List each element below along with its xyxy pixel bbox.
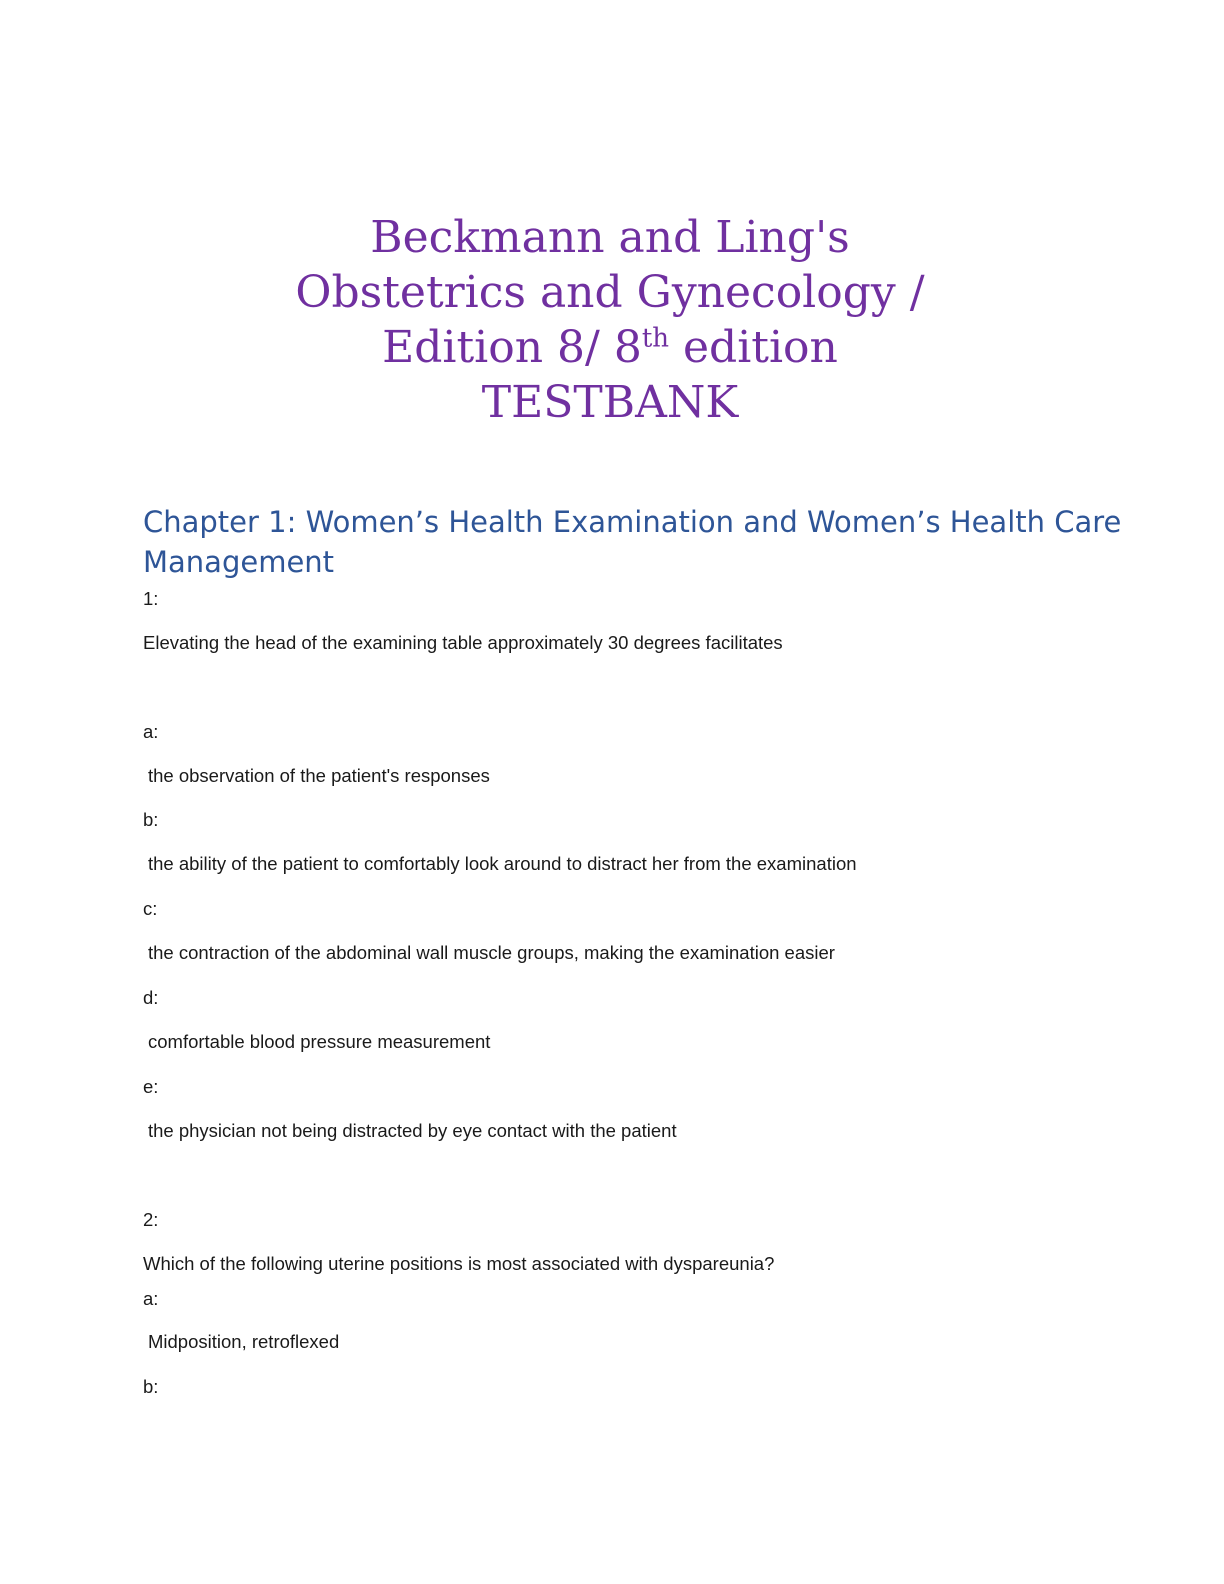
question-stem: Elevating the head of the examining table approximately 30 degrees facilitates [143, 632, 783, 653]
title-line-2: Obstetrics and Gynecology / [295, 267, 925, 318]
option-label: d: [143, 987, 159, 1008]
title-superscript: th [641, 323, 670, 354]
question-number: 2: [143, 1209, 159, 1230]
chapter-heading: Chapter 1: Women’s Health Examination and Women’s Health Care Management [143, 505, 1122, 579]
option-text: the ability of the patient to comfortably look around to distract her from the examination [148, 853, 857, 874]
option-label: c: [143, 898, 158, 919]
option-text: the contraction of the abdominal wall muscle groups, making the examination easier [148, 942, 835, 963]
title-edition-suffix: edition [669, 322, 838, 373]
title-edition-text: Edition 8/ 8 [382, 322, 642, 373]
title-line-4: TESTBANK [481, 377, 739, 428]
title-line-3 [180, 320, 1040, 375]
option-label: e: [143, 1076, 159, 1097]
option-text: Midposition, retroflexed [148, 1331, 340, 1352]
option-text: comfortable blood pressure measurement [148, 1031, 491, 1052]
question-stem: Which of the following uterine positions is most associated with dyspareunia? [143, 1253, 775, 1274]
option-label: a: [143, 1288, 159, 1309]
question-number: 1: [143, 588, 159, 609]
option-label: a: [143, 721, 159, 742]
option-text: the observation of the patient's responses [148, 765, 490, 786]
option-label: b: [143, 1376, 159, 1397]
option-label: b: [143, 809, 159, 830]
option-text: the physician not being distracted by eye contact with the patient [148, 1120, 677, 1141]
title-line-1: Beckmann and Ling's [370, 212, 850, 263]
